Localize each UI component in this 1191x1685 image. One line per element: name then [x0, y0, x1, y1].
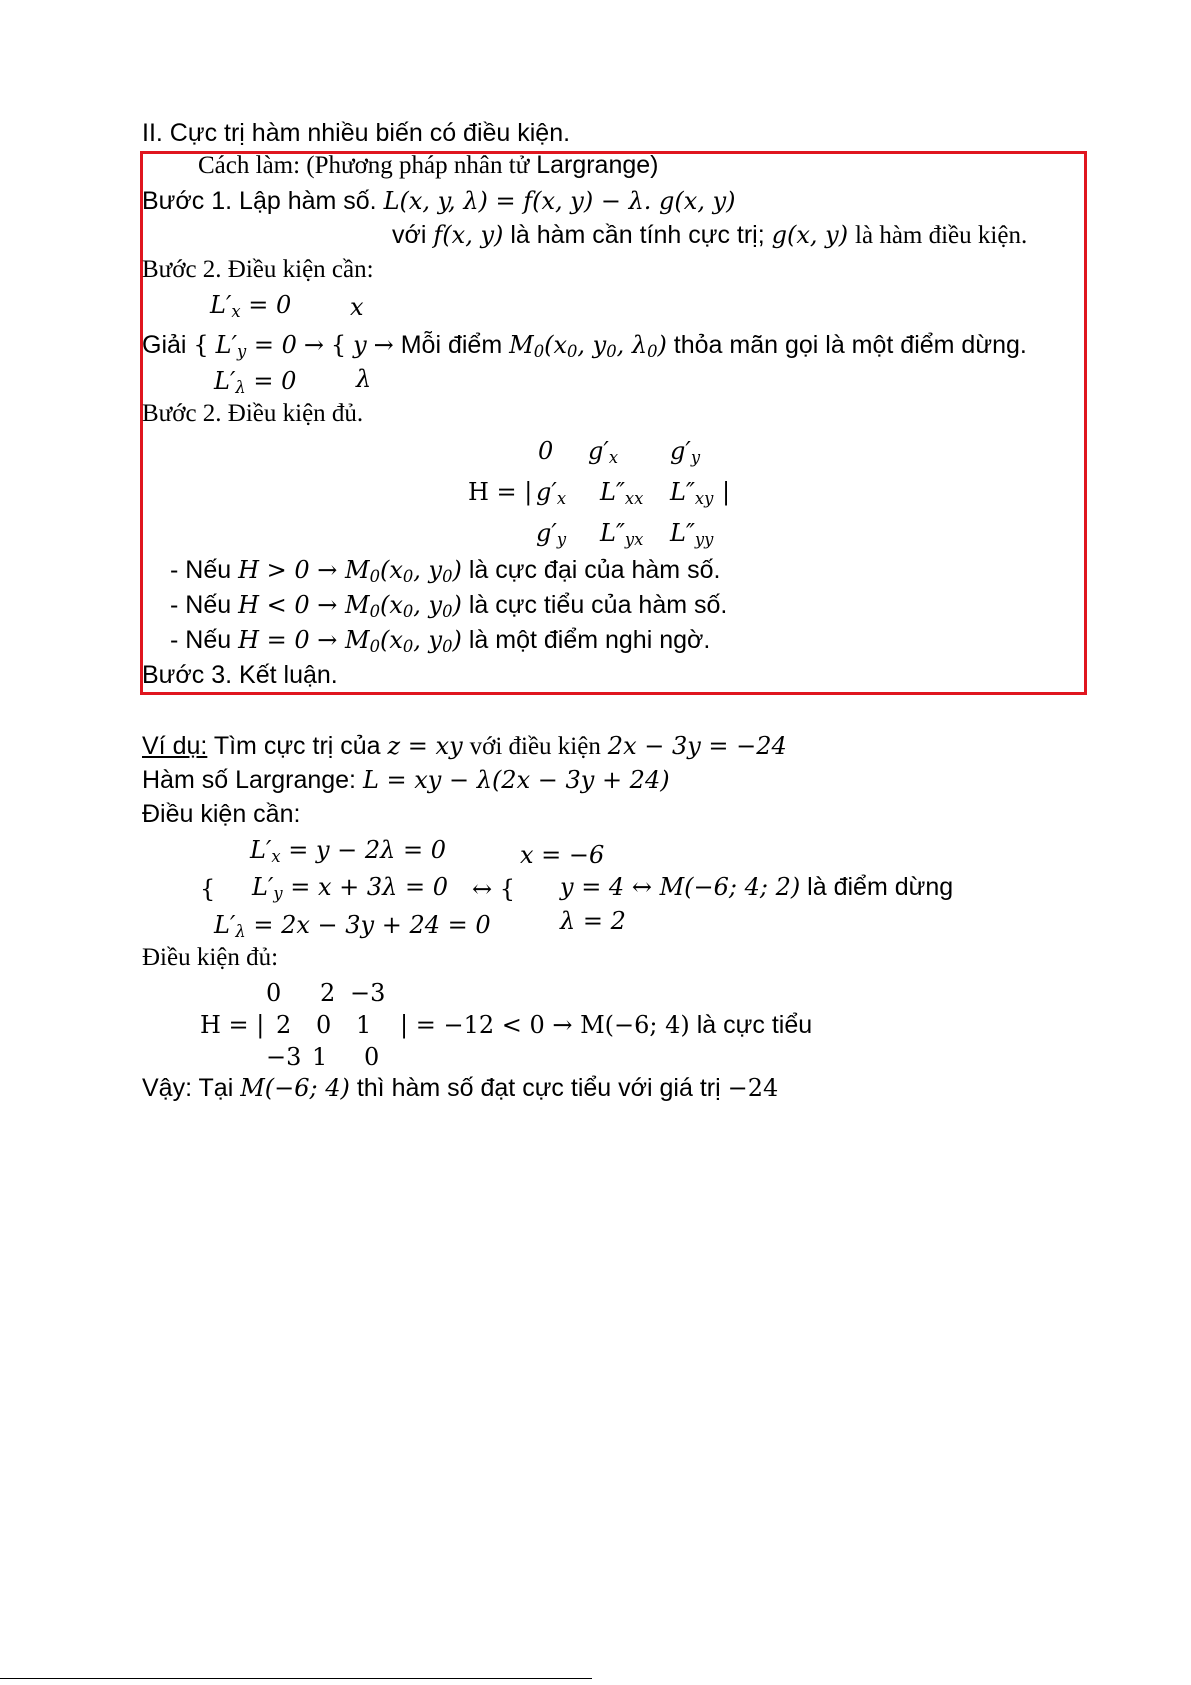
ex-m-r2c1: 1 — [312, 1043, 328, 1071]
case-min — [170, 590, 727, 620]
method-intro — [198, 150, 659, 181]
example-z: z = xy — [387, 732, 463, 760]
step1-f: f(x, y) — [433, 221, 504, 249]
step1-label: Bước 1. Lập hàm số. — [142, 187, 377, 215]
case-max-cond: $H > 0 \to M_0(x_0$, $y_0$) — [238, 556, 462, 587]
hessian-r2c1: $L''_{yx}$ — [600, 519, 644, 550]
hessian-r0c0: 0 — [538, 437, 554, 465]
ex-sol3: λ = 2 — [560, 907, 626, 935]
method-intro-prefix: Cách làm: (Phương pháp nhân tử — [198, 152, 530, 179]
solve-line — [142, 330, 1027, 360]
case-min-text: là cực tiểu của hàm số. — [468, 591, 728, 619]
footnote-rule — [0, 1678, 592, 1679]
ex-m-r0c2: −3 — [350, 979, 386, 1007]
stationary-m: $M_0(x_0$, $y_0$, $\lambda_0$) — [509, 331, 667, 362]
ex-sol1: x = −6 — [520, 841, 605, 869]
case-min-prefix: - Nếu — [170, 591, 232, 619]
step1-formula: L(x, y, λ) = f(x, y) − λ. g(x, y) — [383, 187, 736, 215]
ex-iff: ↔ { — [472, 875, 516, 903]
example-cond: 2x − 3y = −24 — [607, 732, 787, 760]
example-text-1: Tìm cực trị của — [213, 732, 381, 760]
ex-eq1: $L'_x = y - 2\lambda = 0$ — [250, 836, 447, 867]
example-statement — [142, 731, 787, 762]
eq-ly: $L'_y = 0$ — [215, 331, 297, 362]
hessian-suffix: | — [722, 478, 731, 506]
conclusion-text-1: Vậy: Tại — [142, 1074, 234, 1102]
lagrange-line — [142, 765, 670, 795]
ex-m-r0c0: 0 — [266, 979, 282, 1007]
sufficient-label: Điều kiện đủ: — [142, 944, 279, 971]
step1-with: với — [392, 221, 427, 249]
step2-label: Bước 2. Điều kiện cần: — [142, 256, 374, 283]
ex-h-suffix: | = −12 < 0 → M(−6; 4) — [400, 1011, 690, 1039]
hessian-prefix: H = | — [468, 478, 533, 506]
step1-g: g(x, y) — [771, 221, 849, 249]
solve-word: Giải — [142, 331, 187, 359]
case-min-cond: $H < 0 \to M_0(x_0$, $y_0$) — [238, 591, 462, 622]
ex-m-r1c2: 1 — [356, 1011, 372, 1039]
stationary-text-1: Mỗi điểm — [400, 331, 503, 359]
ex-sol2-line — [560, 872, 953, 902]
solve-arrow-2: → — [373, 331, 394, 359]
example-label: Ví dụ: — [142, 732, 208, 760]
hessian-r2c0: $g'_y$ — [536, 519, 567, 550]
hessian-r1c2: $L''_{xy}$ — [670, 478, 714, 509]
sol-l: λ — [356, 365, 372, 393]
hessian-r1c0: $g'_x$ — [536, 478, 567, 509]
stationary-text-2: thỏa mãn gọi là một điểm dừng. — [673, 331, 1027, 359]
conclusion-line — [142, 1073, 778, 1103]
ex-m-r1c0: 2 — [276, 1011, 292, 1039]
step1-f-text: là hàm cần tính cực trị; — [510, 221, 765, 249]
case-doubt-prefix: - Nếu — [170, 626, 232, 654]
ex-eq2: $L'_y = x + 3\lambda = 0$ — [252, 873, 448, 904]
eq-lx: $L'_x = 0$ — [210, 291, 292, 322]
case-doubt-text: là một điểm nghi ngờ. — [468, 626, 711, 654]
eq-ll: $L'_\lambda = 0$ — [214, 367, 297, 398]
solve-brace: { — [193, 331, 209, 359]
sol-y: y — [353, 331, 367, 359]
ex-brace: { — [200, 875, 216, 903]
ex-m-r2c2: 0 — [364, 1043, 380, 1071]
hessian-r0c1: $g'_x$ — [588, 437, 619, 468]
ex-m-r0c1: 2 — [320, 979, 336, 1007]
step1-line — [142, 186, 736, 216]
example-text-2: với điều kiện — [469, 733, 601, 760]
step1-explain — [392, 220, 1027, 251]
case-doubt-cond: $H = 0 \to M_0(x_0$, $y_0$) — [238, 626, 462, 657]
ex-h-result — [400, 1010, 812, 1040]
ex-h-text: là cực tiểu — [696, 1011, 813, 1039]
ex-sol2-text: là điểm dừng — [807, 873, 954, 901]
hessian-r0c2: $g'_y$ — [670, 437, 701, 468]
conclusion-text-2: thì hàm số đạt cực tiểu với giá trị — [356, 1074, 721, 1102]
lagrange-formula: L = xy − λ(2x − 3y + 24) — [362, 766, 670, 794]
section-heading: II. Cực trị hàm nhiều biến có điều kiện. — [142, 119, 571, 147]
case-max — [170, 555, 720, 585]
case-max-text: là cực đại của hàm số. — [468, 556, 721, 584]
step3-label: Bước 3. Kết luận. — [142, 661, 338, 689]
solve-arrow: → — [303, 331, 324, 359]
case-doubt — [170, 625, 710, 655]
conclusion-value: −24 — [727, 1074, 779, 1102]
ex-sol2: y = 4 ↔ M(−6; 4; 2) — [560, 873, 801, 901]
ex-m-r1c1: 0 — [316, 1011, 332, 1039]
necessary-label: Điều kiện cần: — [142, 800, 301, 828]
ex-m-r2c0: −3 — [266, 1043, 302, 1071]
case-max-prefix: - Nếu — [170, 556, 232, 584]
hessian-r2c2: $L''_{yy}$ — [670, 519, 714, 550]
conclusion-m: M(−6; 4) — [240, 1074, 350, 1102]
solve-brace-2: { — [330, 331, 347, 359]
method-intro-suffix: Largrange) — [529, 151, 659, 179]
hessian-r1c1: $L''_{xx}$ — [600, 478, 644, 509]
sol-x: x — [350, 293, 364, 321]
step1-g-text: là hàm điều kiện. — [855, 222, 1028, 249]
ex-eq3: $L'_\lambda = 2x - 3y + 24 = 0$ — [214, 911, 491, 942]
lagrange-label: Hàm số Largrange: — [142, 766, 357, 794]
ex-h-prefix: H = | — [200, 1011, 265, 1039]
step2b-label: Bước 2. Điều kiện đủ. — [142, 400, 364, 427]
